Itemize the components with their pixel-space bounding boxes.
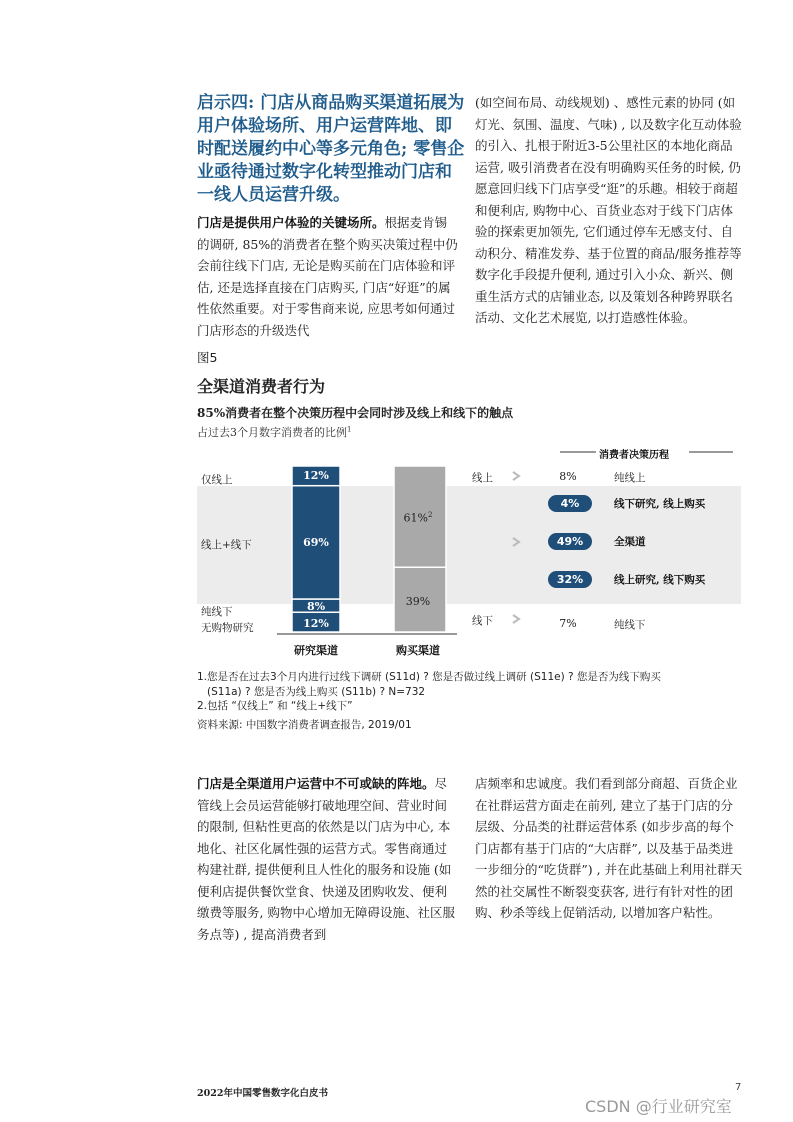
journey-pill-online-offline: 32% <box>548 571 592 588</box>
paragraph-omnichannel-ops <box>197 773 459 945</box>
figure-notes <box>197 670 757 714</box>
note-1b: (S11a) ? 您是否为线上购买 (S11b) ? N=732 <box>207 685 426 698</box>
note-1a: 1.您是否在过去3个月内进行过线下调研 (S11d) ? 您是否做过线上调研 (S11e) ? 您是否为线下购买 <box>197 671 661 683</box>
paragraph-continued: (如空间布局、动线规划) 、感性元素的协同 (如灯光、氛围、温度、气味) , 以及数字化互动体验的引入、扎根于附近3-5公里社区的本地化商品运营, 吸引消费者在没有明确购买任务的时候, 仍愿意回归线下门店享受“逛”的乐趣。相较于商超和便利店, 购物中心、百货业态对于线下门店体验的探索更加领先, 它们通过停车无感支付、自动积分、精准发券、基于位置的商品/服务推荐等数字化手段提升便利, 通过引入小众、新兴、侧重生活方式的店铺业态, 以及策划各种跨界联名活动、文化艺术展览, 以打造感性体验。 <box>475 95 742 325</box>
row-label-offline-only: 纯线下 <box>201 606 233 618</box>
purchase-label-online <box>392 511 444 525</box>
journey-label-online-only: 纯线上 <box>614 472 646 484</box>
paragraph-store-experience <box>197 212 459 341</box>
row-label-online-offline: 线上+线下 <box>201 539 252 551</box>
channel-label-online: 线上 <box>472 472 493 484</box>
figure-title: 全渠道消费者行为 <box>197 377 326 396</box>
omnichannel-chart <box>197 460 741 640</box>
note-2: 2.包括 “仅线上” 和 “线上+线下” <box>197 700 353 712</box>
figure-label: 图5 <box>197 350 218 365</box>
research-label-offline-only: 8% <box>306 600 326 613</box>
unit-text: 占过去3个月数字消费者的比例 <box>197 426 347 439</box>
journey-label-offline-online: 线下研究, 线上购买 <box>614 498 706 510</box>
research-label-online-offline: 69% <box>303 536 329 549</box>
section-heading: 启示四: 门店从商品购买渠道拓展为用户体验场所、用户运营阵地、即时配送履约中心等多元角色; 零售企业亟待通过数字化转型推动门店和一线人员运营升级。 <box>197 93 465 205</box>
journey-label-offline-only: 纯线下 <box>614 619 646 631</box>
journey-label-omnichannel: 全渠道 <box>614 536 646 548</box>
research-label-no-research: 12% <box>303 617 329 630</box>
figure-source: 资料来源: 中国数字消费者调查报告, 2019/01 <box>197 719 412 731</box>
purchase-online-value: 61% <box>403 511 428 525</box>
journey-header: 消费者决策历程 <box>599 450 669 461</box>
journey-pill-offline-online: 4% <box>548 495 592 512</box>
research-label-online-only: 12% <box>303 469 329 482</box>
figure-unit <box>197 424 351 440</box>
figure-subtitle: 85%消费者在整个决策历程中会同时涉及线上和线下的触点 <box>197 406 514 420</box>
channel-label-offline: 线下 <box>472 615 493 627</box>
journey-pct-online-only: 8% <box>559 470 577 483</box>
unit-footnote-mark: 1 <box>347 425 352 434</box>
watermark: CSDN @行业研究室 <box>585 1097 732 1116</box>
paragraph-body: 根据麦肯锡的调研, 85%的消费者在整个购买决策过程中仍会前往线下门店, 无论是购买前在门店体验和评估, 还是选择直接在门店购买, 门店“好逛”的属性依然重要。对于零售商来说, 应思考如何通过门店形态的升级迭代 <box>197 215 458 338</box>
row-label-online-only: 仅线上 <box>201 474 233 486</box>
row-label-no-research: 无购物研究 <box>201 622 254 634</box>
purchase-footnote-mark: 2 <box>427 511 433 519</box>
journey-label-online-offline: 线上研究, 线下购买 <box>614 574 706 586</box>
paragraph-lead: 门店是全渠道用户运营中不可或缺的阵地。 <box>197 776 435 791</box>
paragraph-community: 店频率和忠诚度。我们看到部分商超、百货企业在社群运营方面走在前列, 建立了基于门店的分层级、分品类的社群运营体系 (如步步高的每个门店都有基于门店的“大店群”, 以及基于品类进一步细分的“吃货群”) , 并在此基础上利用社群天然的社交属性不断裂变获客, 进行有针对性的团购、秒杀等线上促销活动, 以增加客户粘性。 <box>475 776 743 920</box>
journey-pct-offline-only: 7% <box>559 617 577 630</box>
paragraph-body: 尽管线上会员运营能够打破地理空间、营业时间的限制, 但粘性更高的依然是以门店为中心, 本地化、社区化属性强的运营方式。零售商通过构建社群, 提供便利且人性化的服务和设施 (如便利店提供餐饮堂食、快递及团购收发、便利缴费等服务, 购物中心增加无障碍设施、社区服务点等) , 提高消费者到 <box>197 776 455 942</box>
category-research: 研究渠道 <box>294 644 338 657</box>
paragraph-lead: 门店是提供用户体验的关键场所。 <box>197 215 385 230</box>
arrow-online <box>513 472 519 480</box>
category-purchase: 购买渠道 <box>396 644 440 657</box>
purchase-label-offline: 39% <box>405 595 431 608</box>
arrow-offline <box>513 615 519 623</box>
footer-title: 2022年中国零售数字化白皮书 <box>197 1088 328 1099</box>
page-number: 7 <box>735 1082 742 1093</box>
journey-pill-omnichannel: 49% <box>548 533 592 550</box>
